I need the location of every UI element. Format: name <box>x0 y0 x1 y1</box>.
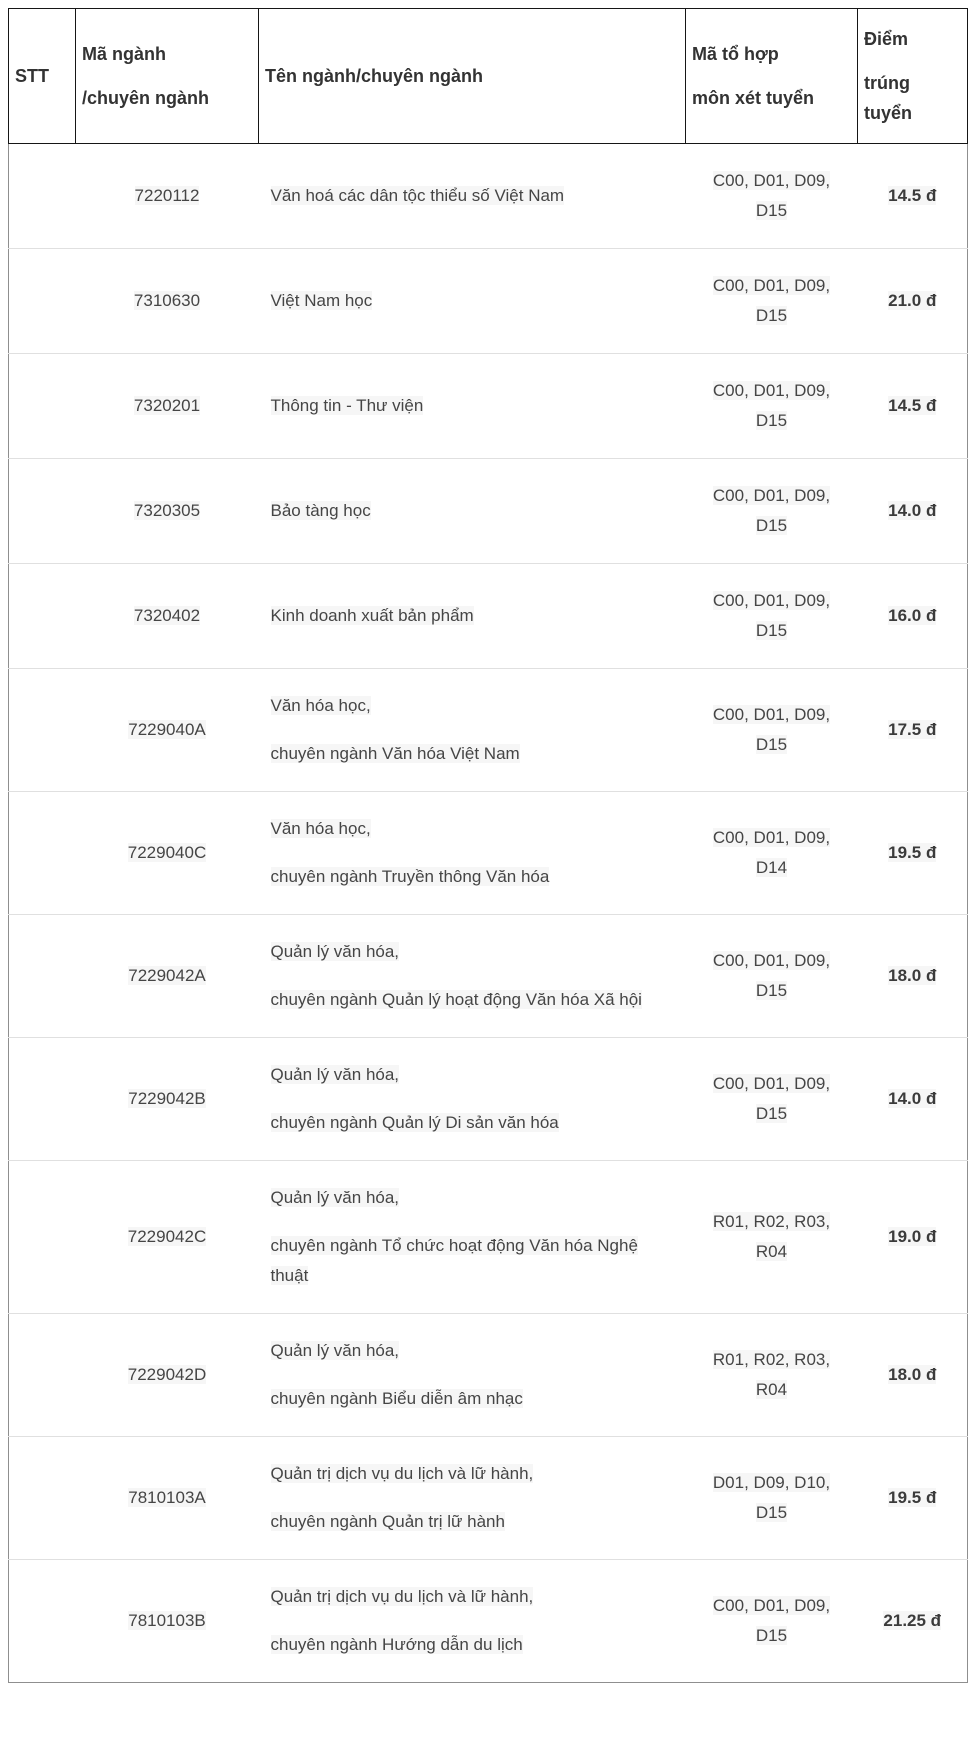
cell-text: 7229042D <box>127 1365 207 1384</box>
header-label: môn xét tuyển <box>692 88 815 108</box>
cell-text: Văn hóa học, <box>270 819 371 838</box>
cell-major-code <box>76 1161 259 1314</box>
cell-text: chuyên ngành Quản trị lữ hành <box>270 1512 505 1531</box>
cell-text: C00, D01, D09, D15 <box>712 1596 831 1645</box>
cell-major-code <box>76 1038 259 1161</box>
cell-text: 17.5 đ <box>888 720 937 739</box>
table-row <box>9 354 968 459</box>
cell-text: 18.0 đ <box>888 966 937 985</box>
header-label: /chuyên ngành <box>82 88 210 108</box>
cell-text: 7229042A <box>128 966 206 985</box>
cell-admission-score <box>858 792 968 915</box>
column-header-stt <box>9 9 76 144</box>
cell-subject-combination <box>686 354 858 459</box>
cell-major-name <box>259 249 686 354</box>
cell-stt <box>9 1437 76 1560</box>
cell-major-code <box>76 792 259 915</box>
column-header-major-name <box>259 9 686 144</box>
cell-text: 19.5 đ <box>888 843 937 862</box>
column-header-subject-combination <box>686 9 858 144</box>
cell-admission-score <box>858 354 968 459</box>
cell-stt <box>9 1161 76 1314</box>
cell-text: 21.25 đ <box>883 1611 942 1630</box>
cell-text: 7229042C <box>127 1227 207 1246</box>
cell-admission-score <box>858 1161 968 1314</box>
cell-text: R01, R02, R03, R04 <box>712 1350 831 1399</box>
cell-text: C00, D01, D09, D15 <box>712 486 831 535</box>
header-row <box>9 9 968 144</box>
cell-text: 7229040A <box>128 720 206 739</box>
cell-text: C00, D01, D09, D15 <box>712 276 831 325</box>
cell-text: 16.0 đ <box>888 606 937 625</box>
column-header-major-code <box>76 9 259 144</box>
table-header <box>9 9 968 144</box>
cell-major-code <box>76 459 259 564</box>
cell-admission-score <box>858 1560 968 1683</box>
cell-stt <box>9 144 76 249</box>
cell-major-name <box>259 564 686 669</box>
cell-major-name <box>259 1038 686 1161</box>
cell-text: Văn hóa học, <box>270 696 371 715</box>
header-label: Điểm <box>864 29 909 49</box>
cell-subject-combination <box>686 249 858 354</box>
cell-text: chuyên ngành Quản lý hoạt động Văn hóa Xã hội <box>270 990 642 1009</box>
cell-text: 7310630 <box>133 291 201 310</box>
cell-text: chuyên ngành Truyền thông Văn hóa <box>270 867 550 886</box>
cell-major-code <box>76 915 259 1038</box>
cell-text: 7810103B <box>128 1611 206 1630</box>
cell-text: chuyên ngành Văn hóa Việt Nam <box>270 744 520 763</box>
cell-subject-combination <box>686 1161 858 1314</box>
table-row <box>9 144 968 249</box>
cell-admission-score <box>858 915 968 1038</box>
cell-text: R01, R02, R03, R04 <box>712 1212 831 1261</box>
cell-admission-score <box>858 564 968 669</box>
admission-scores-table <box>8 8 968 1683</box>
cell-major-code <box>76 1437 259 1560</box>
cell-text: Quản lý văn hóa, <box>270 1065 400 1084</box>
cell-subject-combination <box>686 1560 858 1683</box>
cell-stt <box>9 1038 76 1161</box>
cell-stt <box>9 564 76 669</box>
cell-major-name <box>259 1560 686 1683</box>
cell-text: C00, D01, D09, D15 <box>712 951 831 1000</box>
cell-stt <box>9 459 76 564</box>
cell-text: 18.0 đ <box>888 1365 937 1384</box>
cell-text: 7229042B <box>128 1089 206 1108</box>
header-label: Mã tổ hợp <box>692 44 779 64</box>
cell-major-name <box>259 354 686 459</box>
table-row <box>9 1161 968 1314</box>
cell-major-name <box>259 144 686 249</box>
table-row <box>9 915 968 1038</box>
cell-major-code <box>76 669 259 792</box>
table-row <box>9 1560 968 1683</box>
cell-admission-score <box>858 669 968 792</box>
cell-text: C00, D01, D09, D15 <box>712 171 831 220</box>
cell-subject-combination <box>686 144 858 249</box>
header-label: Tên ngành/chuyên ngành <box>265 66 484 86</box>
header-label: STT <box>15 66 49 86</box>
cell-stt <box>9 792 76 915</box>
cell-subject-combination <box>686 459 858 564</box>
cell-text: 14.5 đ <box>888 186 937 205</box>
cell-stt <box>9 354 76 459</box>
cell-admission-score <box>858 1314 968 1437</box>
cell-text: Kinh doanh xuất bản phẩm <box>270 606 474 625</box>
cell-major-name <box>259 1161 686 1314</box>
table-row <box>9 1314 968 1437</box>
cell-major-name <box>259 669 686 792</box>
table-row <box>9 249 968 354</box>
cell-text: 7320402 <box>133 606 201 625</box>
cell-major-name <box>259 459 686 564</box>
cell-text: C00, D01, D09, D15 <box>712 381 831 430</box>
cell-subject-combination <box>686 792 858 915</box>
cell-major-code <box>76 564 259 669</box>
cell-text: 14.0 đ <box>888 501 937 520</box>
cell-text: chuyên ngành Quản lý Di sản văn hóa <box>270 1113 559 1132</box>
cell-text: 7320201 <box>133 396 201 415</box>
cell-major-name <box>259 792 686 915</box>
cell-major-code <box>76 144 259 249</box>
cell-major-code <box>76 249 259 354</box>
cell-admission-score <box>858 144 968 249</box>
table-body <box>9 144 968 1683</box>
table-row <box>9 564 968 669</box>
cell-text: chuyên ngành Hướng dẫn du lịch <box>270 1635 523 1654</box>
cell-admission-score <box>858 1038 968 1161</box>
cell-stt <box>9 1314 76 1437</box>
cell-stt <box>9 915 76 1038</box>
cell-text: 21.0 đ <box>888 291 937 310</box>
cell-text: 19.5 đ <box>888 1488 937 1507</box>
cell-admission-score <box>858 459 968 564</box>
cell-subject-combination <box>686 669 858 792</box>
cell-text: C00, D01, D09, D15 <box>712 705 831 754</box>
header-label: trúng tuyển <box>864 73 913 123</box>
column-header-admission-score <box>858 9 968 144</box>
cell-text: C00, D01, D09, D15 <box>712 1074 831 1123</box>
cell-stt <box>9 249 76 354</box>
cell-stt <box>9 669 76 792</box>
cell-text: Quản trị dịch vụ du lịch và lữ hành, <box>270 1587 534 1606</box>
cell-text: 19.0 đ <box>888 1227 937 1246</box>
cell-text: Bảo tàng học <box>270 501 371 520</box>
cell-stt <box>9 1560 76 1683</box>
cell-subject-combination <box>686 564 858 669</box>
cell-text: Thông tin - Thư viện <box>270 396 424 415</box>
cell-subject-combination <box>686 1314 858 1437</box>
cell-major-code <box>76 1314 259 1437</box>
table-row <box>9 1038 968 1161</box>
cell-text: Quản lý văn hóa, <box>270 1188 400 1207</box>
cell-subject-combination <box>686 915 858 1038</box>
table-row <box>9 1437 968 1560</box>
cell-admission-score <box>858 1437 968 1560</box>
cell-text: 14.5 đ <box>888 396 937 415</box>
cell-text: 7320305 <box>133 501 201 520</box>
cell-major-name <box>259 1437 686 1560</box>
cell-subject-combination <box>686 1437 858 1560</box>
cell-text: 7220112 <box>134 186 200 205</box>
cell-text: 7229040C <box>127 843 207 862</box>
cell-text: C00, D01, D09, D15 <box>712 591 831 640</box>
cell-text: 14.0 đ <box>888 1089 937 1108</box>
cell-text: chuyên ngành Biểu diễn âm nhạc <box>270 1389 523 1408</box>
cell-major-code <box>76 1560 259 1683</box>
cell-major-name <box>259 1314 686 1437</box>
table-row <box>9 669 968 792</box>
cell-text: chuyên ngành Tổ chức hoạt động Văn hóa Nghệ thuật <box>270 1236 638 1285</box>
cell-text: D01, D09, D10, D15 <box>712 1473 831 1522</box>
cell-text: Văn hoá các dân tộc thiểu số Việt Nam <box>270 186 565 205</box>
cell-text: Quản lý văn hóa, <box>270 1341 400 1360</box>
cell-text: Quản trị dịch vụ du lịch và lữ hành, <box>270 1464 534 1483</box>
cell-major-name <box>259 915 686 1038</box>
cell-text: Việt Nam học <box>270 291 373 310</box>
header-label: Mã ngành <box>82 44 166 64</box>
cell-subject-combination <box>686 1038 858 1161</box>
cell-text: C00, D01, D09, D14 <box>712 828 831 877</box>
table-row <box>9 792 968 915</box>
table-row <box>9 459 968 564</box>
cell-admission-score <box>858 249 968 354</box>
cell-text: 7810103A <box>128 1488 206 1507</box>
cell-text: Quản lý văn hóa, <box>270 942 400 961</box>
cell-major-code <box>76 354 259 459</box>
